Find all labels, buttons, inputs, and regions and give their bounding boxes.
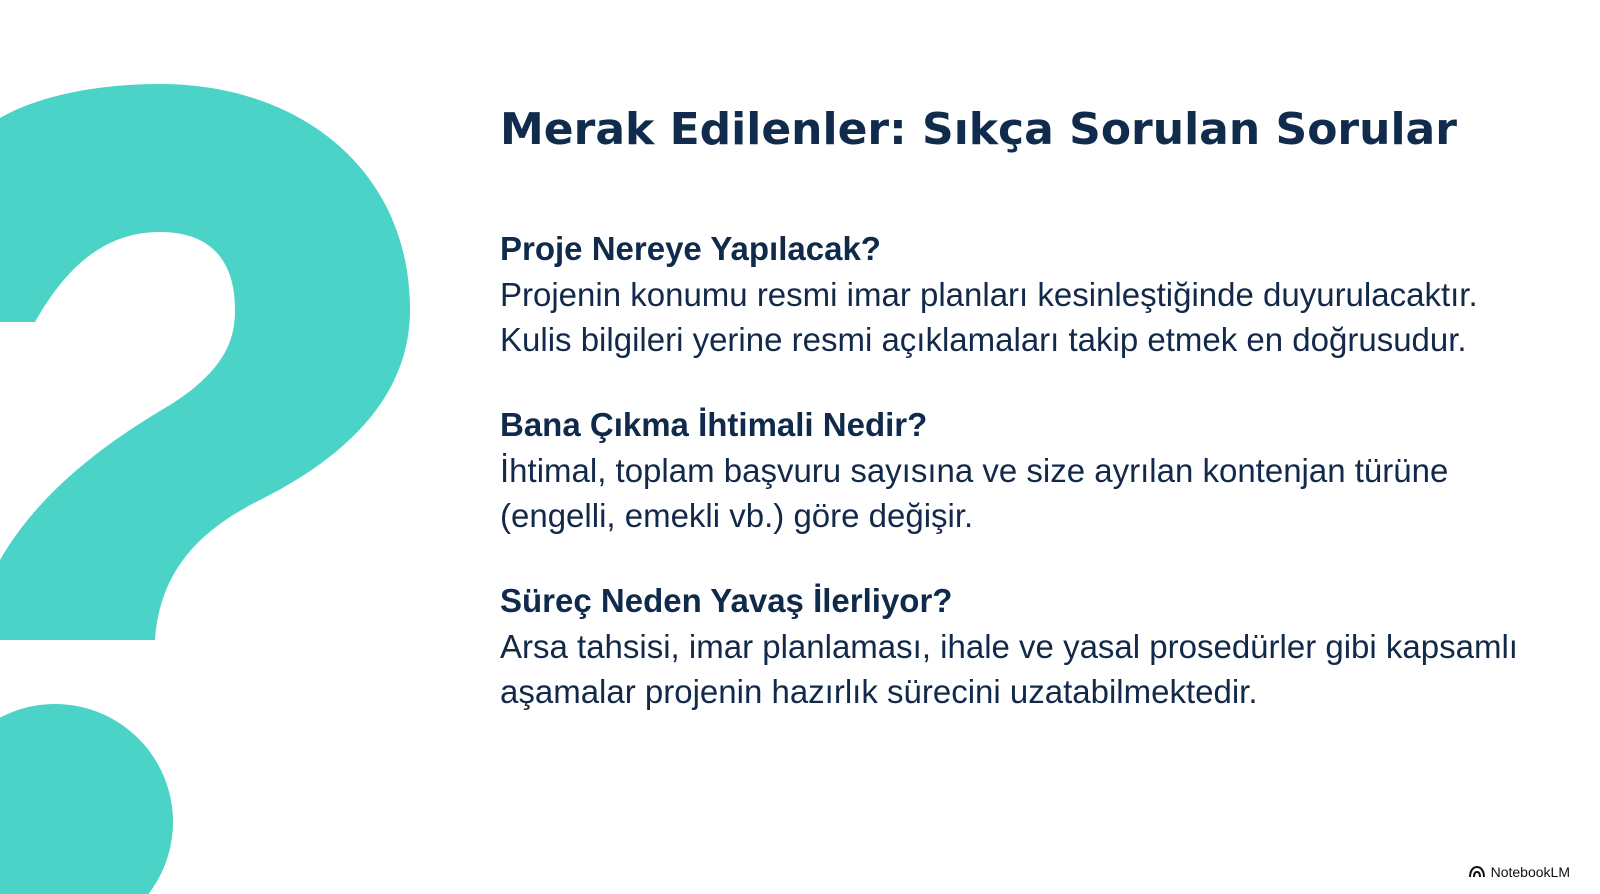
notebooklm-logo-icon	[1469, 866, 1485, 878]
faq-answer: İhtimal, toplam başvuru sayısına ve size ayrılan kontenjan türüne (engelli, emekli vb.) göre değişir.	[500, 452, 1449, 534]
faq-content	[500, 100, 1560, 754]
faq-item-location	[500, 226, 1560, 362]
page-title: Merak Edilenler: Sıkça Sorulan Sorular	[500, 104, 1457, 155]
faq-answer: Projenin konumu resmi imar planları kesinleştiğinde duyurulacaktır. Kulis bilgileri yerine resmi açıklamaları takip etmek en doğrusudur.	[500, 276, 1478, 358]
question-mark-graphic	[0, 0, 440, 894]
faq-question: Proje Nereye Yapılacak?	[500, 230, 881, 267]
question-mark-dot	[0, 704, 173, 894]
faq-question: Süreç Neden Yavaş İlerliyor?	[500, 582, 953, 619]
question-mark-hook	[0, 84, 410, 640]
faq-question: Bana Çıkma İhtimali Nedir?	[500, 406, 928, 443]
faq-item-probability	[500, 402, 1560, 538]
faq-answer: Arsa tahsisi, imar planlaması, ihale ve yasal prosedürler gibi kapsamlı aşamalar projenin hazırlık sürecini uzatabilmektedir.	[500, 628, 1518, 710]
faq-item-process	[500, 578, 1560, 714]
brand-label: NotebookLM	[1490, 864, 1570, 880]
brand-watermark	[1469, 864, 1570, 880]
